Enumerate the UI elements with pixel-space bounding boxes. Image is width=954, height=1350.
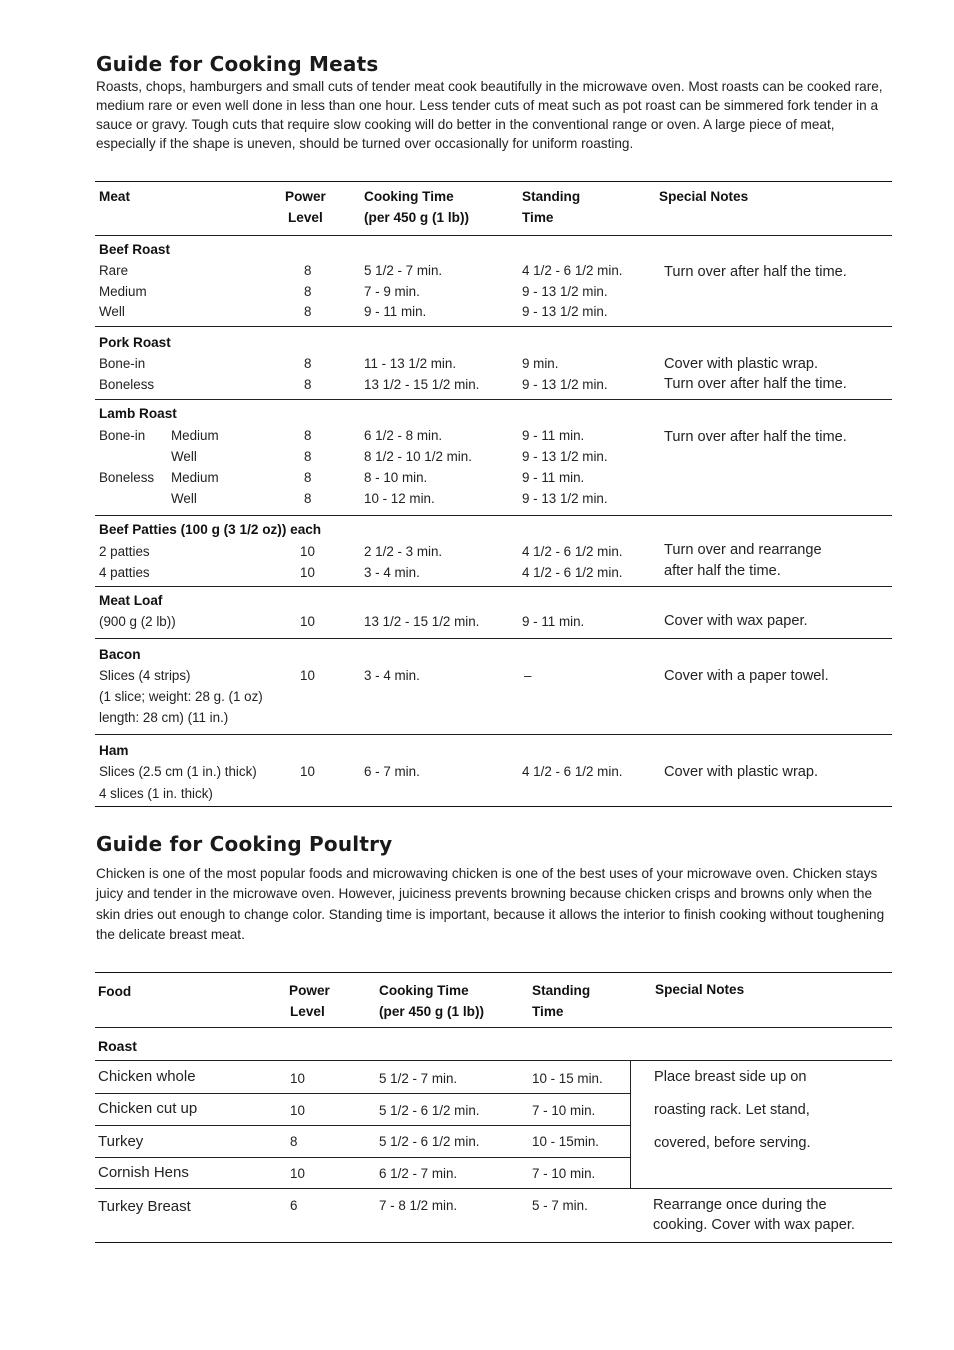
row-standing: 9 - 13 1/2 min.: [522, 377, 608, 392]
poultry-group-note: roasting rack. Let stand,: [654, 1102, 810, 1118]
row-time: 13 1/2 - 15 1/2 min.: [364, 614, 480, 629]
poultry-table-top-rule: [95, 972, 892, 973]
meats-col-meat: Meat: [99, 189, 130, 204]
poultry-group-note: Place breast side up on: [654, 1069, 807, 1085]
row-standing: 9 - 11 min.: [522, 428, 585, 443]
row-name: (900 g (2 lb)): [99, 614, 176, 629]
poultry-row-name: Chicken cut up: [98, 1100, 198, 1117]
group-note: Cover with wax paper.: [664, 613, 808, 629]
poultry-col-standing: Standing: [532, 983, 591, 998]
meats-table-bottom-rule: [95, 806, 892, 807]
poultry-col-time-2: (per 450 g (1 lb)): [379, 1004, 484, 1019]
row-time: 3 - 4 min.: [364, 565, 420, 580]
poultry-row-power: 10: [290, 1071, 305, 1086]
row-power: 10: [300, 565, 315, 580]
row-standing: 4 1/2 - 6 1/2 min.: [522, 764, 623, 779]
row-time: 6 - 7 min.: [364, 764, 420, 779]
group-rule: [95, 638, 892, 639]
group-title-ham: Ham: [99, 743, 129, 758]
poultry-row-standing: 10 - 15min.: [532, 1134, 599, 1149]
row-time: 5 1/2 - 7 min.: [364, 263, 443, 278]
row-power: 8: [304, 284, 312, 299]
row-name: Slices (4 strips): [99, 668, 191, 683]
row-subname: Medium: [171, 470, 219, 485]
group-rule: [95, 326, 892, 327]
meats-col-standing-2: Time: [522, 210, 554, 225]
poultry-row-standing: 7 - 10 min.: [532, 1103, 596, 1118]
row-power: 10: [300, 544, 315, 559]
row-power: 10: [300, 668, 315, 683]
poultry-table-bottom-rule: [95, 1242, 892, 1243]
poultry-col-power-2: Level: [290, 1004, 325, 1019]
row-power: 8: [304, 470, 312, 485]
group-rule: [95, 586, 892, 587]
poultry-row-name: Turkey: [98, 1133, 144, 1150]
row-power: 10: [300, 614, 315, 629]
row-detail: (1 slice; weight: 28 g. (1 oz): [99, 689, 263, 704]
group-title-lamb-roast: Lamb Roast: [99, 406, 177, 421]
poultry-row-note: cooking. Cover with wax paper.: [653, 1217, 855, 1233]
row-time: 13 1/2 - 15 1/2 min.: [364, 377, 480, 392]
row-power: 8: [304, 356, 312, 371]
row-name: Slices (2.5 cm (1 in.) thick): [99, 764, 257, 779]
poultry-row-standing: 7 - 10 min.: [532, 1166, 596, 1181]
poultry-col-time: Cooking Time: [379, 983, 469, 998]
poultry-row-rule: [95, 1060, 892, 1061]
poultry-row-power: 10: [290, 1166, 305, 1181]
row-time: 6 1/2 - 8 min.: [364, 428, 443, 443]
row-name: Bone-in: [99, 356, 146, 371]
row-standing: 9 - 13 1/2 min.: [522, 491, 608, 506]
group-rule: [95, 734, 892, 735]
group-title-meat-loaf: Meat Loaf: [99, 593, 163, 608]
meats-col-standing: Standing: [522, 189, 581, 204]
poultry-row-standing: 10 - 15 min.: [532, 1071, 603, 1086]
row-subname: Medium: [171, 428, 219, 443]
row-standing: 4 1/2 - 6 1/2 min.: [522, 263, 623, 278]
row-subname: Well: [171, 449, 197, 464]
group-note: Turn over after half the time.: [664, 429, 847, 445]
row-standing: –: [524, 668, 532, 683]
poultry-row-standing: 5 - 7 min.: [532, 1198, 588, 1213]
row-power: 8: [304, 304, 312, 319]
meats-col-time-2: (per 450 g (1 lb)): [364, 210, 469, 225]
poultry-title: Guide for Cooking Poultry: [96, 832, 393, 856]
row-power: 8: [304, 449, 312, 464]
poultry-notes-divider: [630, 1060, 631, 1188]
row-name: Medium: [99, 284, 147, 299]
poultry-row-name: Cornish Hens: [98, 1164, 189, 1181]
row-name: 4 patties: [99, 565, 150, 580]
poultry-row-rule: [95, 1157, 630, 1158]
row-name: Boneless: [99, 377, 155, 392]
row-time: 11 - 13 1/2 min.: [364, 356, 457, 371]
meats-col-notes: Special Notes: [659, 189, 749, 204]
group-note: Turn over after half the time.: [664, 264, 847, 280]
group-note: Turn over and rearrange: [664, 542, 822, 558]
poultry-header-rule: [95, 1027, 892, 1028]
row-standing: 9 - 11 min.: [522, 614, 585, 629]
row-name: 2 patties: [99, 544, 150, 559]
poultry-section-roast: Roast: [98, 1038, 137, 1054]
poultry-row-rule: [95, 1125, 630, 1126]
row-name: Boneless: [99, 470, 155, 485]
group-note: Turn over after half the time.: [664, 376, 847, 392]
row-standing: 9 - 11 min.: [522, 470, 585, 485]
poultry-col-standing-2: Time: [532, 1004, 564, 1019]
row-time: 7 - 9 min.: [364, 284, 420, 299]
row-time: 8 1/2 - 10 1/2 min.: [364, 449, 472, 464]
group-rule: [95, 399, 892, 400]
row-name: Rare: [99, 263, 129, 278]
meats-header-rule: [95, 235, 892, 236]
group-note: Cover with plastic wrap.: [664, 764, 819, 780]
group-note: after half the time.: [664, 563, 781, 579]
row-standing: 9 - 13 1/2 min.: [522, 284, 608, 299]
group-title-bacon: Bacon: [99, 647, 141, 662]
group-title-beef-roast: Beef Roast: [99, 242, 171, 257]
row-time: 10 - 12 min.: [364, 491, 435, 506]
poultry-row-rule: [95, 1093, 630, 1094]
row-time: 2 1/2 - 3 min.: [364, 544, 443, 559]
poultry-col-food: Food: [98, 984, 132, 999]
group-title-pork-roast: Pork Roast: [99, 335, 171, 350]
row-time: 3 - 4 min.: [364, 668, 420, 683]
row-detail: 4 slices (1 in. thick): [99, 786, 213, 801]
row-name: Bone-in: [99, 428, 146, 443]
meats-col-power: Power: [285, 189, 326, 204]
poultry-row-time: 6 1/2 - 7 min.: [379, 1166, 458, 1181]
poultry-row-power: 10: [290, 1103, 305, 1118]
meats-col-power-2: Level: [288, 210, 323, 225]
row-standing: 9 - 13 1/2 min.: [522, 304, 608, 319]
poultry-row-time: 7 - 8 1/2 min.: [379, 1198, 458, 1213]
row-power: 10: [300, 764, 315, 779]
row-power: 8: [304, 491, 312, 506]
poultry-intro: Chicken is one of the most popular foods and microwaving chicken is one of the best uses of your microwave oven. Chicken stays juicy and tender in the microwave oven. However, juiciness prevents browning because chicken crisps and browns only when the skin dries out enough to change color. Standing time is important, because it allows the interior to finish cooking without toughening the delicate breast meat.: [96, 866, 885, 942]
poultry-row-time: 5 1/2 - 7 min.: [379, 1071, 458, 1086]
row-subname: Well: [171, 491, 197, 506]
poultry-row-time: 5 1/2 - 6 1/2 min.: [379, 1103, 480, 1118]
row-power: 8: [304, 428, 312, 443]
poultry-row-power: 8: [290, 1134, 298, 1149]
row-standing: 9 min.: [522, 356, 559, 371]
group-rule: [95, 515, 892, 516]
meats-table-top-rule: [95, 181, 892, 182]
meats-title: Guide for Cooking Meats: [96, 52, 379, 76]
poultry-row-time: 5 1/2 - 6 1/2 min.: [379, 1134, 480, 1149]
poultry-row-name: Chicken whole: [98, 1068, 196, 1085]
meats-col-time: Cooking Time: [364, 189, 454, 204]
poultry-group-note: covered, before serving.: [654, 1135, 811, 1151]
row-name: Well: [99, 304, 125, 319]
row-standing: 4 1/2 - 6 1/2 min.: [522, 544, 623, 559]
meats-intro: Roasts, chops, hamburgers and small cuts of tender meat cook beautifully in the microwave oven. Most roasts can be cooked rare, medium rare or even well done in less than one hour. Less tender cuts of meat such as pot roast can be simmered fork tender in a sauce or gravy. Tough cuts that require slow cooking will do better in the conventional range or oven. A large piece of meat, especially if the shape is uneven, should be turned over occasionally for uniform roasting.: [96, 79, 883, 151]
poultry-row-rule: [95, 1188, 892, 1189]
row-time: 9 - 11 min.: [364, 304, 427, 319]
poultry-col-notes: Special Notes: [655, 982, 745, 997]
row-time: 8 - 10 min.: [364, 470, 428, 485]
row-standing: 9 - 13 1/2 min.: [522, 449, 608, 464]
poultry-row-note: Rearrange once during the: [653, 1197, 827, 1213]
group-note: Cover with a paper towel.: [664, 668, 829, 684]
poultry-col-power: Power: [289, 983, 330, 998]
group-title-beef-patties: Beef Patties (100 g (3 1/2 oz)) each: [99, 522, 322, 537]
row-power: 8: [304, 263, 312, 278]
row-detail: length: 28 cm) (11 in.): [99, 710, 229, 725]
row-power: 8: [304, 377, 312, 392]
group-note: Cover with plastic wrap.: [664, 356, 819, 372]
row-standing: 4 1/2 - 6 1/2 min.: [522, 565, 623, 580]
poultry-row-name: Turkey Breast: [98, 1198, 191, 1215]
poultry-row-power: 6: [290, 1198, 298, 1213]
